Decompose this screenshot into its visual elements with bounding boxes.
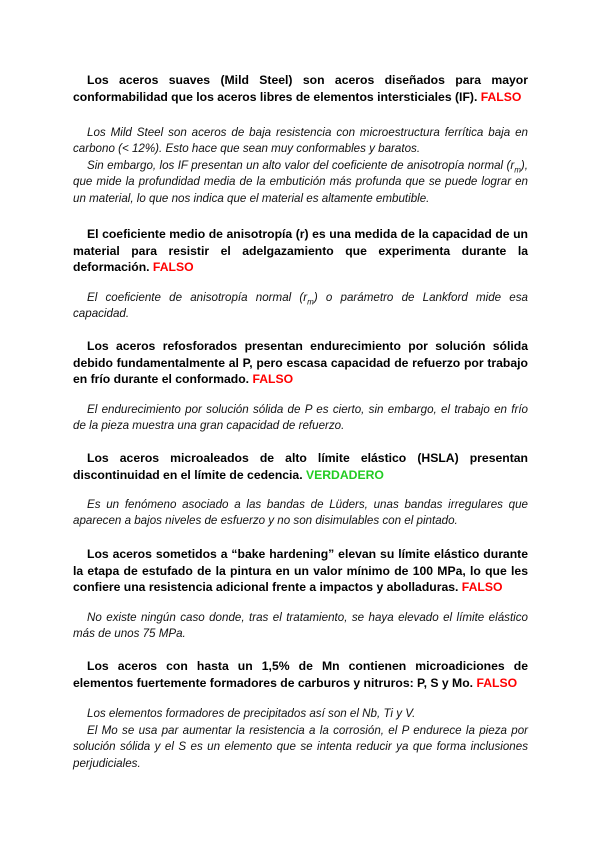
verdict-label: FALSO [252,372,294,387]
answer-6-paragraph-1: Los elementos formadores de precipitados así son el Nb, Ti y V. [87,707,416,720]
question-text: Los aceros suaves (Mild Steel) son aceros diseñados para mayor conformabilidad que los aceros libres de elementos intersticiales (IF). [73,73,528,104]
question-1 [73,72,528,105]
question-text: Los aceros con hasta un 1,5% de Mn contienen microadiciones de elementos fuertemente formadores de carburos y nitruros: P, S y Mo. [73,659,528,690]
question-text: Los aceros microaleados de alto límite elástico (HSLA) presentan discontinuidad en el límite de cedencia. [73,451,528,482]
answer-3-paragraph-1: El endurecimiento por solución sólida de P es cierto, sin embargo, el trabajo en frío de la pieza muestra una gran capacidad de refuerzo. [73,403,528,433]
answer-5-paragraph-1: No existe ningún caso donde, tras el tratamiento, se haya elevado el límite elástico más de unos 75 MPa. [73,611,528,641]
verdict-label: FALSO [461,580,503,595]
answer-1-paragraph-1: Los Mild Steel son aceros de baja resistencia con microestructura ferrítica baja en carbono (< 12%). Esto hace que sean muy conformables y baratos. [73,126,528,156]
question-3 [73,338,528,388]
question-text: Los aceros sometidos a “bake hardening” elevan su límite elástico durante la etapa de estufado de la pintura en un valor mínimo de 100 MPa, lo que les confiere una resistencia adicional frente a impactos y abolladuras. [73,547,528,595]
answer-1-paragraph-2: Sin embargo, los IF presentan un alto valor del coeficiente de anisotropía normal $(r_m)$, que mide la profundidad media de la embutición más profunda que se puede lograr en un material, lo que nos indica que el material es altamente embutible. [73,159,528,205]
subscript: m [514,165,521,175]
answer-4-paragraph-1: Es un fenómeno asociado a las bandas de Lüders, unas bandas irregulares que aparecen a bajos niveles de esfuerzo y no son disimulables con el pintado. [73,498,528,528]
subscript: m [307,297,314,307]
question-2 [73,226,528,276]
question-6 [73,658,528,691]
verdict-label: FALSO [152,260,194,275]
verdict-label: FALSO [480,89,522,104]
question-text: El coeficiente medio de anisotropía (r) es una medida de la capacidad de un material para resistir el adelgazamiento que experimenta durante la deformación. [73,227,528,275]
question-text: Los aceros refosforados presentan endurecimiento por solución sólida debido fundamentalmente al P, pero escasa capacidad de refuerzo por trabajo en frío durante el conformado. [73,339,528,387]
question-5 [73,546,528,596]
answer-6-paragraph-2: El Mo se usa par aumentar la resistencia a la corrosión, el P endurece la pieza por solución sólida y el S es un elemento que se intenta reducir ya que forma inclusiones perjudiciales. [73,724,528,770]
verdict-label: VERDADERO [305,467,384,482]
question-4 [73,450,528,483]
answer-2-paragraph-1: El coeficiente de anisotropía normal $(r_m)$ o parámetro de Lankford mide esa capacidad. [73,291,529,321]
verdict-label: FALSO [476,675,518,690]
